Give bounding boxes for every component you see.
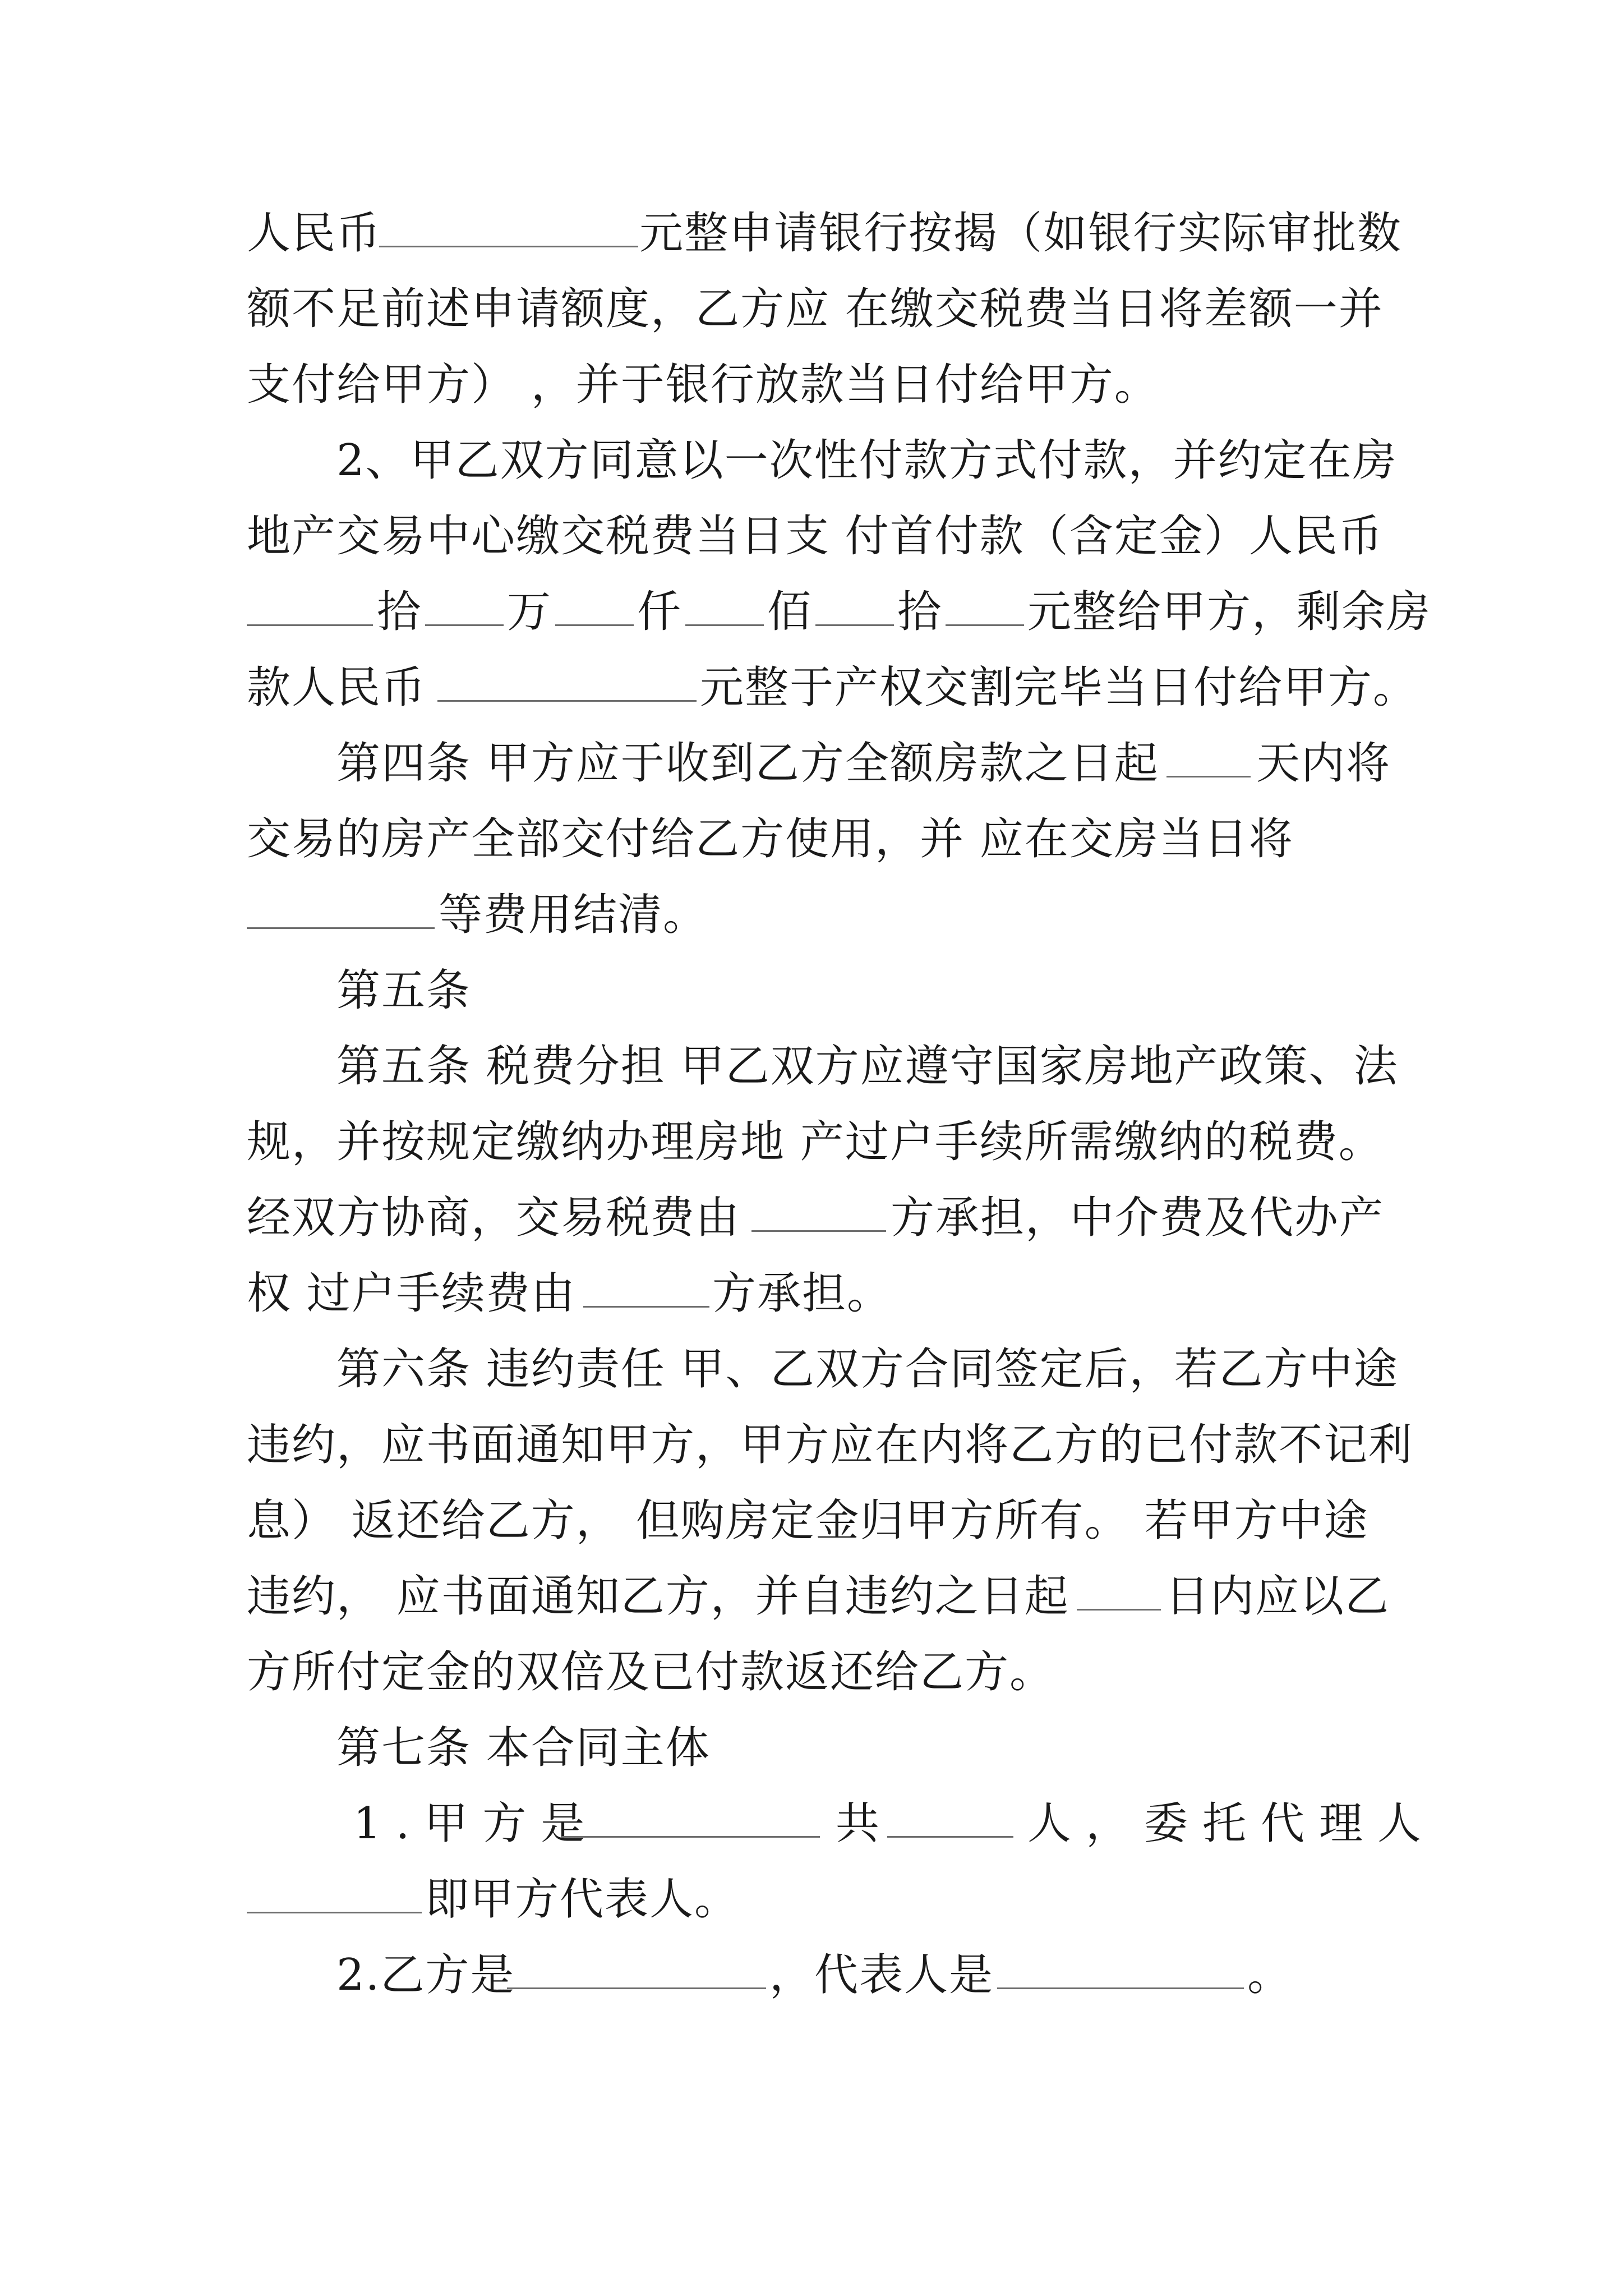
blank-field — [751, 1190, 886, 1232]
text-line — [0, 1720, 1623, 1776]
blank-field — [685, 584, 764, 626]
blank-field — [887, 1796, 1013, 1838]
line-text: 元整给甲方，剩余房 — [1027, 587, 1432, 637]
line-text: 仟 — [637, 587, 683, 637]
blank-field — [815, 584, 894, 626]
text-line — [0, 1947, 1623, 2003]
text-line — [0, 1341, 1623, 1397]
text-line — [0, 1796, 1623, 1852]
blank-field — [379, 205, 638, 247]
line-text: 佰 — [767, 587, 813, 637]
line-text: 日内应以乙 — [1165, 1571, 1390, 1622]
blank-field — [555, 584, 634, 626]
line-text: 方所付定金的双倍及已付款返还给乙方。 — [247, 1647, 1055, 1697]
blank-field — [561, 1796, 820, 1838]
text-line — [0, 1568, 1623, 1625]
line-text: 第六条 违约责任 甲、乙双方合同签定后，若乙方中途 — [336, 1344, 1399, 1395]
line-text: 万 — [507, 587, 552, 637]
line-text: 款人民币 — [247, 662, 427, 713]
line-text: 支付给甲方） ，并于银行放款当日付给甲方。 — [247, 360, 1159, 410]
line-text: 规，并按规定缴纳办理房地 产过户手续所需缴纳的税费。 — [247, 1117, 1384, 1167]
line-text: 交易的房产全部交付给乙方使用，并 应在交房当日将 — [247, 814, 1294, 864]
blank-field — [247, 584, 373, 626]
text-line — [0, 1266, 1623, 1322]
line-text: 第五条 税费分担 甲乙双方应遵守国家房地产政策、法 — [336, 1041, 1399, 1092]
text-line — [0, 1114, 1623, 1170]
line-text: 经双方协商，交易税费由 — [247, 1193, 741, 1243]
blank-field — [946, 584, 1024, 626]
blank-field — [583, 1266, 709, 1308]
text-line — [0, 205, 1623, 261]
line-text: 违约， 应书面通知乙方，并自违约之日起 — [247, 1571, 1069, 1622]
text-line — [0, 660, 1623, 716]
line-text: 即甲方代表人。 — [425, 1874, 740, 1925]
text-line — [0, 1871, 1623, 1927]
line-text: 2.乙方是 — [336, 1950, 515, 2000]
blank-field — [1166, 735, 1251, 777]
text-line — [0, 1644, 1623, 1700]
text-line — [0, 508, 1623, 564]
line-text: 额不足前述申请额度，乙方应 在缴交税费当日将差额一并 — [247, 284, 1384, 334]
text-line — [0, 1038, 1623, 1094]
line-text: 第五条 — [336, 965, 472, 1016]
line-text: 第七条 本合同主体 — [336, 1723, 711, 1773]
blank-field — [247, 1871, 422, 1913]
line-text: 2、甲乙双方同意以一次性付款方式付款，并约定在房 — [336, 435, 1398, 486]
line-text: ，代表人是 — [769, 1950, 994, 2000]
line-text: 第四条 甲方应于收到乙方全额房款之日起 — [336, 738, 1159, 789]
text-line — [0, 357, 1623, 413]
text-line — [0, 1417, 1623, 1473]
blank-field — [507, 1947, 766, 1989]
line-text: 元整申请银行按揭（如银行实际审批数 — [639, 208, 1403, 259]
text-line — [0, 1493, 1623, 1549]
text-line — [0, 432, 1623, 489]
line-text: 1.甲方是 — [353, 1798, 600, 1849]
line-text: 人民币 — [247, 208, 382, 259]
text-line — [0, 735, 1623, 792]
blank-field — [247, 887, 435, 929]
text-line — [0, 811, 1623, 867]
text-line — [0, 1190, 1623, 1246]
blank-field — [997, 1947, 1244, 1989]
text-line — [0, 584, 1623, 640]
line-text: 元整于产权交割完毕当日付给甲方。 — [700, 662, 1418, 713]
blank-field — [425, 584, 504, 626]
line-text: 人，委托代理人 — [1027, 1798, 1436, 1849]
text-line — [0, 281, 1623, 337]
line-text: 。 — [1247, 1950, 1293, 2000]
line-text: 天内将 — [1256, 738, 1391, 789]
text-line — [0, 963, 1623, 1019]
line-text: 违约，应书面通知甲方，甲方应在内将乙方的已付款不记利 — [247, 1420, 1414, 1470]
blank-field — [1077, 1568, 1161, 1611]
line-text: 等费用结清。 — [439, 890, 708, 940]
line-text: 权 过户手续费由 — [247, 1268, 576, 1319]
line-text: 共 — [836, 1798, 881, 1849]
blank-field — [437, 660, 697, 702]
line-text: 地产交易中心缴交税费当日支 付首付款（含定金）人民币 — [247, 511, 1384, 562]
line-text: 拾 — [377, 587, 422, 637]
line-text: 息） 返还给乙方， 但购房定金归甲方所有。 若甲方中途 — [247, 1496, 1369, 1546]
line-text: 方承担。 — [712, 1268, 892, 1319]
line-text: 方承担，中介费及代办产 — [891, 1193, 1385, 1243]
text-line — [0, 887, 1623, 943]
line-text: 拾 — [897, 587, 943, 637]
